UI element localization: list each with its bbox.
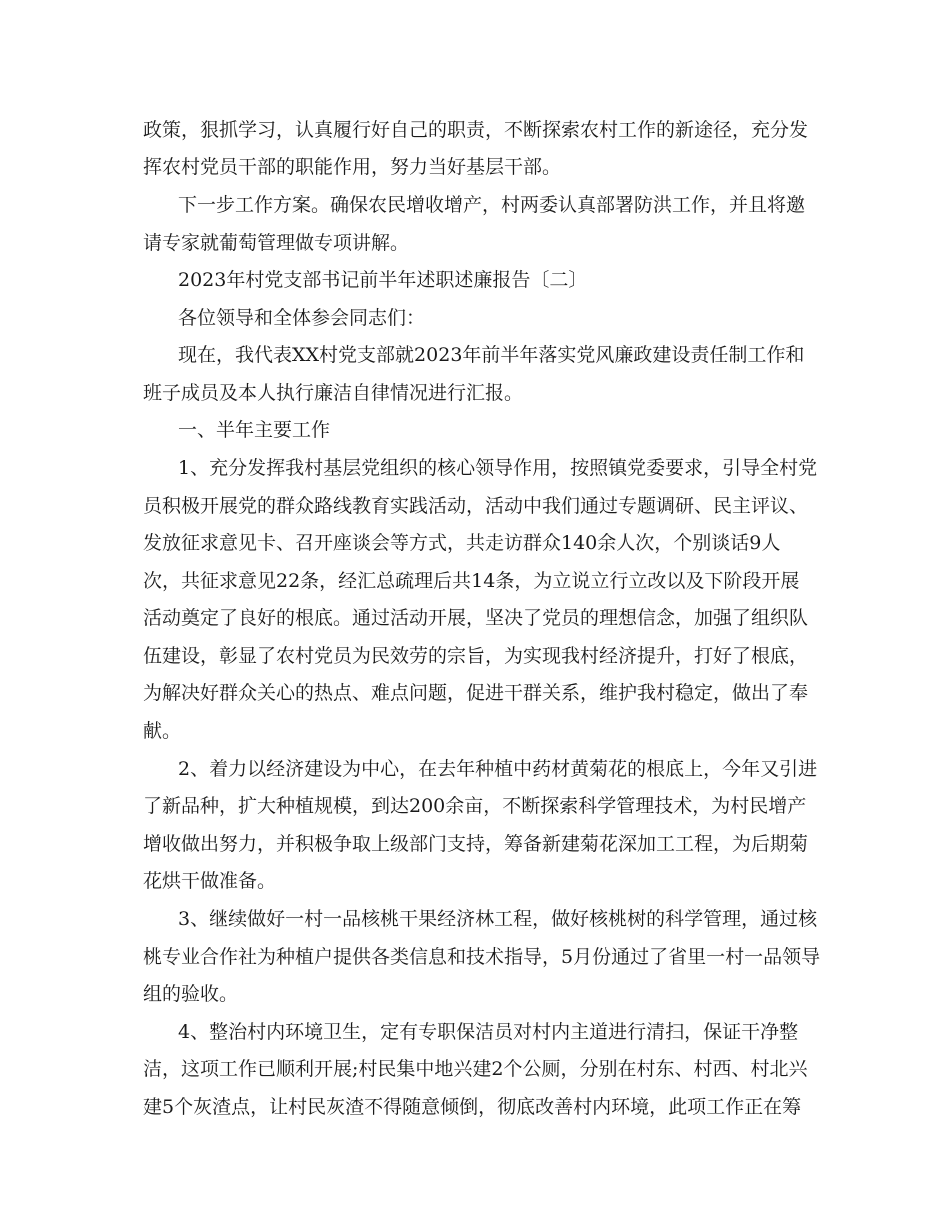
text-line: 了新品种，扩大种植规模，到达200余亩，不断探索科学管理技术，为村民增产 [143, 795, 807, 817]
text-line: 现在，我代表XX村党支部就2023年前半年落实党风廉政建设责任制工作和 [178, 344, 805, 366]
salutation: 各位领导和全体参会同志们： [178, 307, 426, 329]
text-line: 员积极开展党的群众路线教育实践活动，活动中我们通过专题调研、民主评议、 [143, 495, 809, 517]
text-line: 为解决好群众关心的热点、难点问题，促进干群关系，维护我村稳定，做出了奉 [143, 682, 809, 704]
text-line: 班子成员及本人执行廉洁自律情况进行汇报。 [143, 382, 524, 404]
text-line: 组的验收。 [143, 983, 239, 1005]
subsection-heading: 一、半年主要工作 [178, 419, 331, 441]
text-line: 增收做出努力，并积极争取上级部门支持，筹备新建菊花深加工工程，为后期菊 [143, 833, 809, 855]
text-line: 3、继续做好一村一品核桃干果经济林工程，做好核桃树的科学管理，通过核 [178, 908, 818, 930]
text-line: 4、整治村内环境卫生，定有专职保洁员对村内主道进行清扫，保证干净整 [178, 1021, 799, 1043]
text-line: 政策，狠抓学习，认真履行好自己的职责，不断探索农村工作的新途径，充分发 [143, 119, 809, 141]
text-line: 挥农村党员干部的职能作用，努力当好基层干部。 [143, 156, 562, 178]
text-line: 献。 [143, 720, 182, 742]
text-line: 伍建设，彰显了农村党员为民效劳的宗旨，为实现我村经济提升，打好了根底， [143, 645, 809, 667]
text-line: 花烘干做准备。 [143, 870, 277, 892]
text-line: 下一步工作方案。确保农民增收增产，村两委认真部署防洪工作，并且将邀 [178, 194, 806, 216]
text-line: 次，共征求意见22条，经汇总疏理后共14条，为立说立行立改以及下阶段开展 [143, 570, 800, 592]
text-line: 建5个灰渣点，让村民灰渣不得随意倾倒，彻底改善村内环境，此项工作正在筹 [143, 1096, 802, 1118]
text-line: 请专家就葡萄管理做专项讲解。 [143, 232, 410, 254]
section-heading: 2023年村党支部书记前半年述职述廉报告〔二〕 [178, 269, 588, 291]
text-line: 2、着力以经济建设为中心，在去年种植中药材黄菊花的根底上，今年又引进 [178, 758, 818, 780]
text-line: 桃专业合作社为种植户提供各类信息和技术指导，5月份通过了省里一村一品领导 [143, 946, 821, 968]
text-line: 发放征求意见卡、召开座谈会等方式，共走访群众140余人次，个别谈话9人 [143, 532, 781, 554]
text-line: 洁，这项工作已顺利开展;村民集中地兴建2个公厕，分别在村东、村西、村北兴 [143, 1058, 808, 1080]
text-line: 1、充分发挥我村基层党组织的核心领导作用，按照镇党委要求，引导全村党 [178, 457, 818, 479]
text-line: 活动奠定了良好的根底。通过活动开展，坚决了党员的理想信念，加强了组织队 [143, 607, 809, 629]
